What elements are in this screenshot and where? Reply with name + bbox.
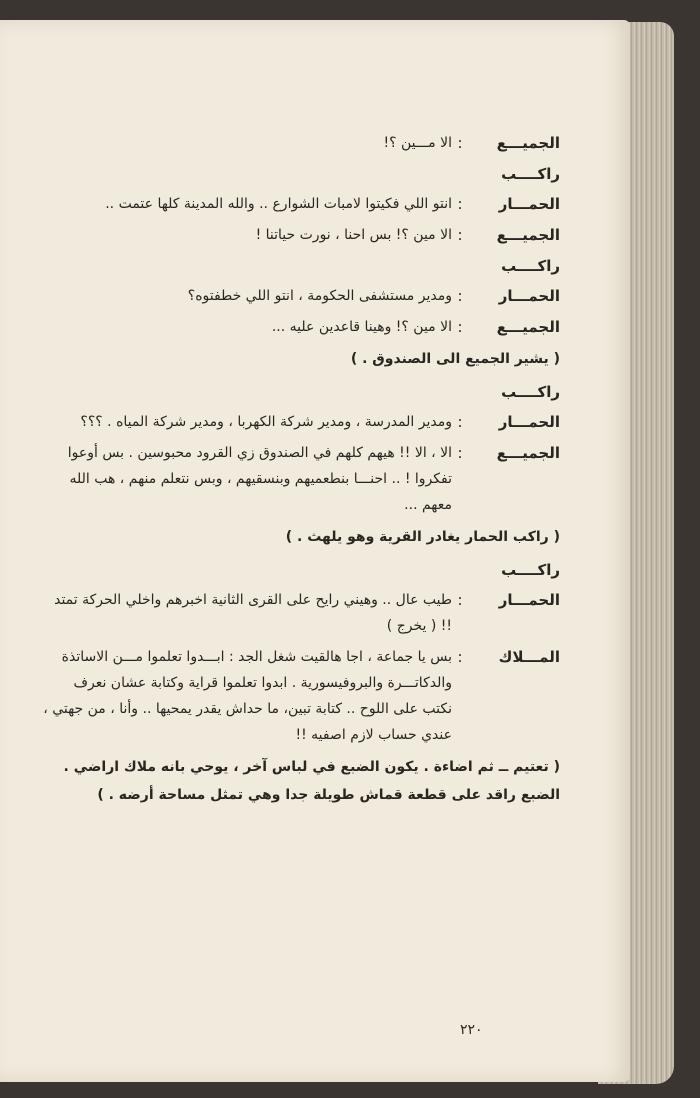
dialogue-line bbox=[40, 222, 560, 248]
dialogue-line bbox=[40, 314, 560, 340]
dialogue-line bbox=[40, 587, 560, 639]
line-text: طيب عال .. وهيني رايح على القرى الثانية اخبرهم واخلي الحركة تمتد !! ( يخرج ) bbox=[54, 592, 452, 634]
colon: : bbox=[457, 318, 463, 336]
stage-direction: ( تعتيم ــ ثم اضاءة . يكون الضبع في لباس آخر ، يوحي بانه ملاك اراضي . الضبع راقد على قطعة قماش طويلة جدا وهي تمثل مساحة أرضه . ) bbox=[63, 759, 560, 803]
speaker-name: الحمـــار bbox=[498, 287, 560, 305]
colon: : bbox=[457, 226, 463, 244]
dialogue-line bbox=[40, 283, 560, 309]
line-text: انتو اللي فكيتوا لامبات الشوارع .. والله المدينة كلها عتمت .. bbox=[105, 196, 452, 212]
dialogue-line bbox=[40, 409, 560, 435]
colon: : bbox=[457, 287, 463, 305]
stage-direction: ( يشير الجميع الى الصندوق . ) bbox=[350, 351, 560, 367]
dialogue-line bbox=[40, 191, 560, 217]
speaker-name: الجميـــع bbox=[496, 226, 560, 244]
line-text: ومدير مستشفى الحكومة ، انتو اللي خطفتوه؟ bbox=[187, 288, 452, 304]
speaker-name: الجميـــع bbox=[496, 444, 560, 462]
speaker-name: الجميـــع bbox=[496, 134, 560, 152]
colon: : bbox=[457, 444, 463, 462]
speaker-name: راكــــب bbox=[501, 165, 560, 183]
page-number: ٢٢٠ bbox=[460, 1022, 483, 1038]
speaker-name: الحمـــار bbox=[498, 413, 560, 431]
dialogue-line bbox=[40, 130, 560, 156]
line-text: الا مـــين ؟! bbox=[383, 135, 452, 151]
dialogue-line bbox=[40, 644, 560, 748]
stage-direction: ( راكب الحمار يغادر القرية وهو يلهث . ) bbox=[285, 529, 560, 545]
speaker-name: الحمـــار bbox=[498, 195, 560, 213]
speaker-name: الحمـــار bbox=[498, 591, 560, 609]
colon: : bbox=[457, 648, 463, 666]
line-text: بس يا جماعة ، اجا هالقيت شغل الجد : ابـــدوا تعلموا مـــن الاساتذة والدكاتـــرة والبروفيسورية . ابدوا تعلموا قراية وكتابة عشان نعرف نكتب على اللوح .. كتابة تبين، ما حداش يقدر يمحيها .. وأنا ، من جهتي ، عندي حساب لازم اصفيه !! bbox=[43, 649, 452, 743]
colon: : bbox=[457, 134, 463, 152]
speaker-name: راكــــب bbox=[501, 561, 560, 579]
line-text: ومدير المدرسة ، ومدير شركة الكهربا ، ومدير شركة المياه . ؟؟؟ bbox=[80, 414, 452, 430]
book-page bbox=[0, 20, 630, 1082]
speaker-name: المـــلاك bbox=[498, 648, 560, 666]
speaker-name: راكــــب bbox=[501, 257, 560, 275]
dialogue-text bbox=[40, 130, 560, 815]
colon: : bbox=[457, 413, 463, 431]
line-text: الا ، الا !! هيهم كلهم في الصندوق زي القرود محبوسين . بس أوعوا تفكروا ! .. احنـــا بنطعميهم وبنسقيهم ، وبس نتعلم منهم ، هب الله معهم ... bbox=[67, 445, 452, 513]
dialogue-line bbox=[40, 440, 560, 518]
speaker-name: راكــــب bbox=[501, 383, 560, 401]
line-text: الا مين ؟! وهينا قاعدين عليه ... bbox=[271, 319, 452, 335]
colon: : bbox=[457, 591, 463, 609]
speaker-name: الجميـــع bbox=[496, 318, 560, 336]
line-text: الا مين ؟! بس احنا ، نورت حياتنا ! bbox=[255, 227, 452, 243]
colon: : bbox=[457, 195, 463, 213]
